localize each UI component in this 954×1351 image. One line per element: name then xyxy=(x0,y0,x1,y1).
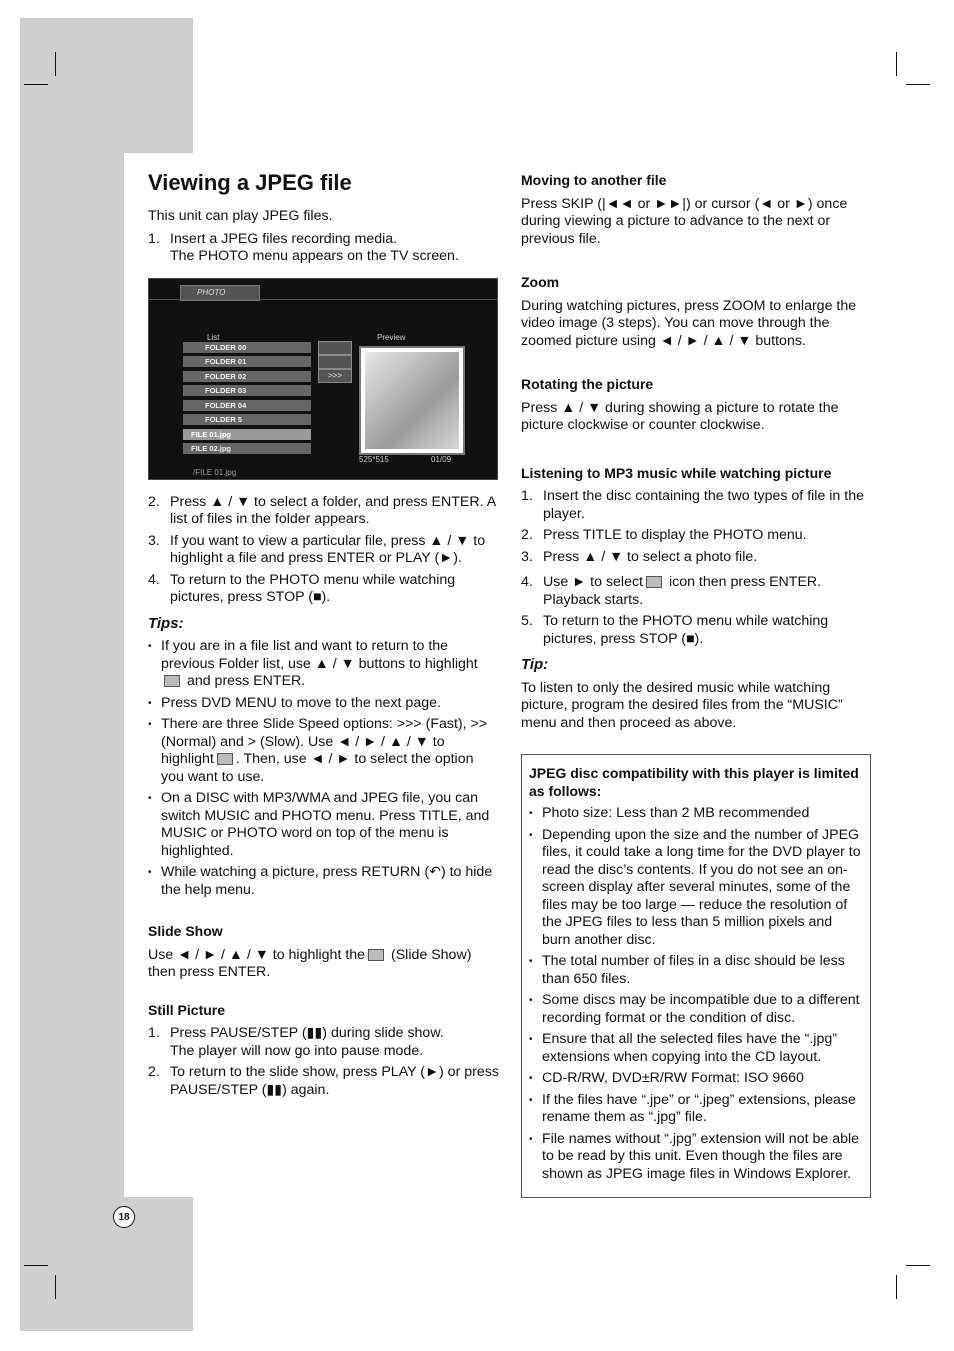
zoom-heading: Zoom xyxy=(521,274,560,290)
list-item: FOLDER 04 xyxy=(183,400,311,411)
zoom-text: During watching pictures, press ZOOM to enlarge the video image (3 steps). You can move through the zoomed picture using ◄ / ► / ▲ / ▼ buttons. xyxy=(521,297,857,349)
photo-music-icon xyxy=(646,576,662,588)
list-item: • If the files have “.jpe” or “.jpeg” extensions, please rename them as “.jpg” file. xyxy=(529,1091,856,1125)
step-item: 3. Press ▲ / ▼ to select a photo file. xyxy=(521,548,758,565)
photo-menu-screenshot xyxy=(148,278,498,480)
list-label: List xyxy=(207,332,220,342)
mp3-heading: Listening to MP3 music while watching picture xyxy=(521,464,832,481)
compatibility-box xyxy=(521,754,871,1198)
compatibility-heading: JPEG disc compatibility with this player is limited as follows: xyxy=(529,765,859,799)
steps-list xyxy=(148,494,500,607)
right-column xyxy=(521,172,871,1198)
page-number: 18 xyxy=(113,1206,135,1228)
step-item: 4. To return to the PHOTO menu while watching pictures, press STOP (■). xyxy=(148,571,456,605)
list-item: FOLDER 00 xyxy=(183,342,311,353)
still-picture-heading: Still Picture xyxy=(148,1001,226,1018)
mp3-steps xyxy=(521,488,871,648)
preview-label: Preview xyxy=(377,332,406,342)
tip-item: • While watching a picture, press RETURN (↶) to hide the help menu. xyxy=(148,864,493,898)
crop-mark xyxy=(896,1275,897,1299)
list-item: FOLDER 5 xyxy=(183,414,311,425)
list-item: FILE 02.jpg xyxy=(183,443,311,454)
file-path: /FILE 01.jpg xyxy=(193,467,237,477)
step-item: 1. Press PAUSE/STEP (▮▮) during slide show. The player will now go into pause mode. xyxy=(148,1025,444,1059)
crop-mark xyxy=(55,52,56,76)
tips-list xyxy=(148,638,500,899)
gray-margin-left xyxy=(20,153,124,1197)
crop-mark xyxy=(906,1265,930,1266)
list-item: • CD-R/RW, DVD±R/RW Format: ISO 9660 xyxy=(529,1070,804,1086)
crop-mark xyxy=(55,1275,56,1299)
step-item: 1. Insert a JPEG files recording media. The PHOTO menu appears on the TV screen. xyxy=(148,230,459,264)
crop-mark xyxy=(896,52,897,76)
crop-mark xyxy=(24,1265,48,1266)
moving-text: Press SKIP (|◄◄ or ►►|) or cursor (◄ or ►) once during viewing a picture to advance to the next or previous file. xyxy=(521,195,848,247)
tip-item: • Press DVD MENU to move to the next page. xyxy=(148,694,441,711)
list-item: • Photo size: Less than 2 MB recommended xyxy=(529,805,810,821)
moving-heading: Moving to another file xyxy=(521,172,667,188)
menu-icon xyxy=(318,341,352,355)
list-item: • The total number of files in a disc should be less than 650 files. xyxy=(529,953,845,987)
tip-item: • On a DISC with MP3/WMA and JPEG file, you can switch MUSIC and PHOTO menu. Press TITLE, and MUSIC or PHOTO word on top of the menu is highlighted. xyxy=(148,790,490,859)
list-item: FILE 01.jpg xyxy=(183,429,311,440)
list-item: • Some discs may be incompatible due to a different recording format or the condition of disc. xyxy=(529,992,860,1026)
left-column xyxy=(148,170,500,1103)
tip-item: • If you are in a file list and want to return to the previous Folder list, use ▲ / ▼ buttons to highlight and press ENTER. xyxy=(148,638,478,689)
step-item: 4. Use ► to select icon then press ENTER. Playback starts. xyxy=(521,574,822,608)
slideshow-text: Use ◄ / ► / ▲ / ▼ to highlight the (Slide Show) then press ENTER. xyxy=(148,946,472,980)
photo-tab: PHOTO xyxy=(180,285,260,301)
resolution-readout: 525*515 xyxy=(359,454,389,464)
list-item: FOLDER 02 xyxy=(183,371,311,382)
tip-item: • There are three Slide Speed options: >>> (Fast), >> (Normal) and > (Slow). Use ◄ / ► / ▲ / ▼ to highlight . Then, use ◄ / ► to select the option you want to use. xyxy=(148,716,488,785)
list-item: • File names without “.jpg” extension will not be able to be read by this unit. Even though the files are shown as JPEG image files in Windows Explorer. xyxy=(529,1130,860,1182)
gray-margin-bottom xyxy=(20,1197,193,1331)
list-item: FOLDER 01 xyxy=(183,356,311,367)
tip-text: To listen to only the desired music while watching picture, program the desired files from the “MUSIC” menu and then proceed as above. xyxy=(521,679,843,731)
rotate-heading: Rotating the picture xyxy=(521,376,654,392)
list-item: • Depending upon the size and the number of JPEG files, it could take a long time for the DVD player to read the disc’s contents. If you do not see an on-screen display after several minutes, some of the files may be too large — reduce the resolution of the JPEG files to less than 5 million pixels and burn another disc. xyxy=(529,826,861,948)
step-item: 1. Insert the disc containing the two types of file in the player. xyxy=(521,488,864,522)
crop-mark xyxy=(24,84,48,85)
gray-margin-top xyxy=(20,18,193,153)
step-item: 2. Press TITLE to display the PHOTO menu. xyxy=(521,527,807,543)
step-item: 5. To return to the PHOTO menu while watching pictures, press STOP (■). xyxy=(521,613,829,647)
intro-text: This unit can play JPEG files. xyxy=(148,208,333,224)
slideshow-icon xyxy=(318,355,352,369)
folder-up-icon xyxy=(164,675,180,687)
slideshow-heading: Slide Show xyxy=(148,923,223,939)
speed-button: >>> xyxy=(318,369,352,383)
step-item: 3. If you want to view a particular file, press ▲ / ▼ to highlight a file and press ENTER or PLAY (►). xyxy=(148,532,486,566)
rotate-text: Press ▲ / ▼ during showing a picture to rotate the picture clockwise or counter clockwise. xyxy=(521,399,839,433)
step-item: 2. Press ▲ / ▼ to select a folder, and press ENTER. A list of files in the folder appears. xyxy=(148,493,496,527)
preview-image xyxy=(359,346,465,455)
page-title: Viewing a JPEG file xyxy=(148,170,352,195)
tip-heading: Tip: xyxy=(521,656,549,673)
list-item: FOLDER 03 xyxy=(183,385,311,396)
slideshow-icon xyxy=(368,949,384,961)
list-item: • Ensure that all the selected files have the “.jpg” extensions when copying into the CD layout. xyxy=(529,1031,837,1065)
step-item: 2. To return to the slide show, press PLAY (►) or press PAUSE/STEP (▮▮) again. xyxy=(148,1064,499,1098)
crop-mark xyxy=(906,84,930,85)
slide-speed-icon xyxy=(217,753,233,765)
cat-photo xyxy=(365,352,459,449)
tips-heading: Tips: xyxy=(148,614,184,632)
file-counter: 01/09 xyxy=(431,454,452,464)
